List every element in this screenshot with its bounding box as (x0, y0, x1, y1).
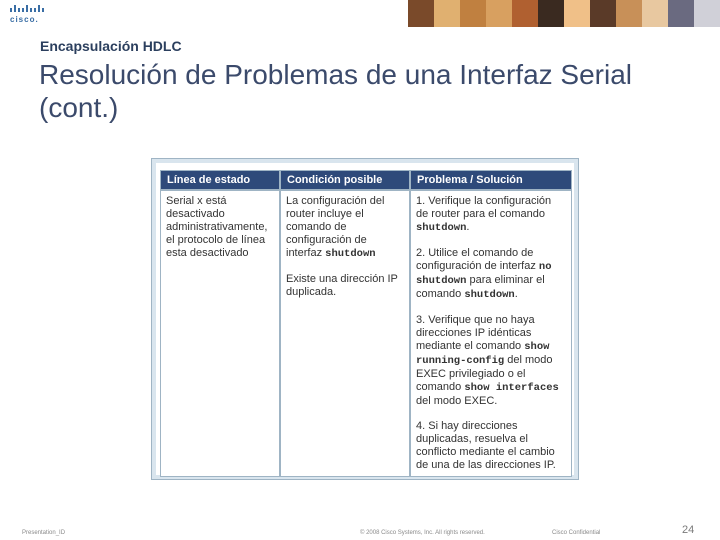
photo-tile (616, 0, 642, 27)
solution-step-1 (416, 195, 566, 235)
step-2-mid: para eliminar el comando (416, 274, 545, 300)
photo-tile (408, 0, 434, 27)
step-2-command: no shutdown (416, 261, 552, 287)
condition-shutdown-text: La configuración del router incluye el comando de configuración de interfaz (286, 195, 385, 259)
step-1-end: . (466, 221, 470, 233)
cisco-logo (0, 0, 48, 27)
step-3-command-2: show interfaces (464, 382, 559, 394)
photo-tile (460, 0, 486, 27)
header-problem-solution: Problema / Solución (410, 170, 572, 190)
cell-problem-solution (410, 190, 572, 477)
footer-presentation-id: Presentation_ID (22, 530, 66, 536)
slide-subtitle: Encapsulación HDLC (40, 38, 182, 54)
footer-copyright: © 2008 Cisco Systems, Inc. All rights reserved. (360, 530, 485, 536)
photo-tile (512, 0, 538, 27)
page-number: 24 (682, 524, 695, 536)
header-line-status: Línea de estado (160, 170, 280, 190)
step-3-command: show running-config (416, 341, 550, 367)
troubleshooting-table (151, 158, 579, 480)
photo-tile (486, 0, 512, 27)
photo-tile (590, 0, 616, 27)
footer-confidential: Cisco Confidential (552, 530, 601, 536)
cisco-logo-text: cisco. (10, 15, 39, 24)
step-3-mid: del modo EXEC privilegiado o el comando (416, 354, 553, 393)
condition-shutdown-command: shutdown (325, 248, 376, 260)
condition-duplicate-ip: Existe una dirección IP duplicada. (286, 273, 398, 298)
photo-tile (564, 0, 590, 27)
photo-tile (642, 0, 668, 27)
cisco-bars-icon (10, 5, 44, 12)
solution-step-2 (416, 247, 566, 302)
solution-step-4: 4. Si hay direcciones duplicadas, resuelva el conflicto mediante el cambio de una de las direcciones IP. (416, 420, 556, 471)
header-possible-condition: Condición posible (280, 170, 410, 190)
solution-step-3 (416, 314, 566, 408)
step-1-text: 1. Verifique la configuración de router para el comando (416, 195, 552, 220)
top-banner (0, 0, 720, 27)
condition-shutdown (286, 195, 404, 261)
cell-possible-condition (280, 190, 410, 477)
table-inner (156, 163, 574, 475)
step-1-command: shutdown (416, 222, 467, 234)
step-3-end: del modo EXEC. (416, 395, 498, 407)
step-2-end: . (514, 288, 518, 300)
step-2-command-2: shutdown (464, 289, 515, 301)
photo-tile (694, 0, 720, 27)
photo-tile (434, 0, 460, 27)
photo-tile (538, 0, 564, 27)
step-3-text: 3. Verifique que no haya direcciones IP idénticas mediante el comando (416, 314, 535, 352)
line-status-text: Serial x está desactivado administrativamente, el protocolo de línea esta desactivado (166, 195, 268, 259)
cell-line-status (160, 190, 280, 477)
photo-tile (668, 0, 694, 27)
step-2-text: 2. Utilice el comando de configuración de interfaz (416, 247, 536, 272)
slide-title: Resolución de Problemas de una Interfaz Serial (cont.) (39, 59, 633, 123)
photo-strip (408, 0, 720, 27)
